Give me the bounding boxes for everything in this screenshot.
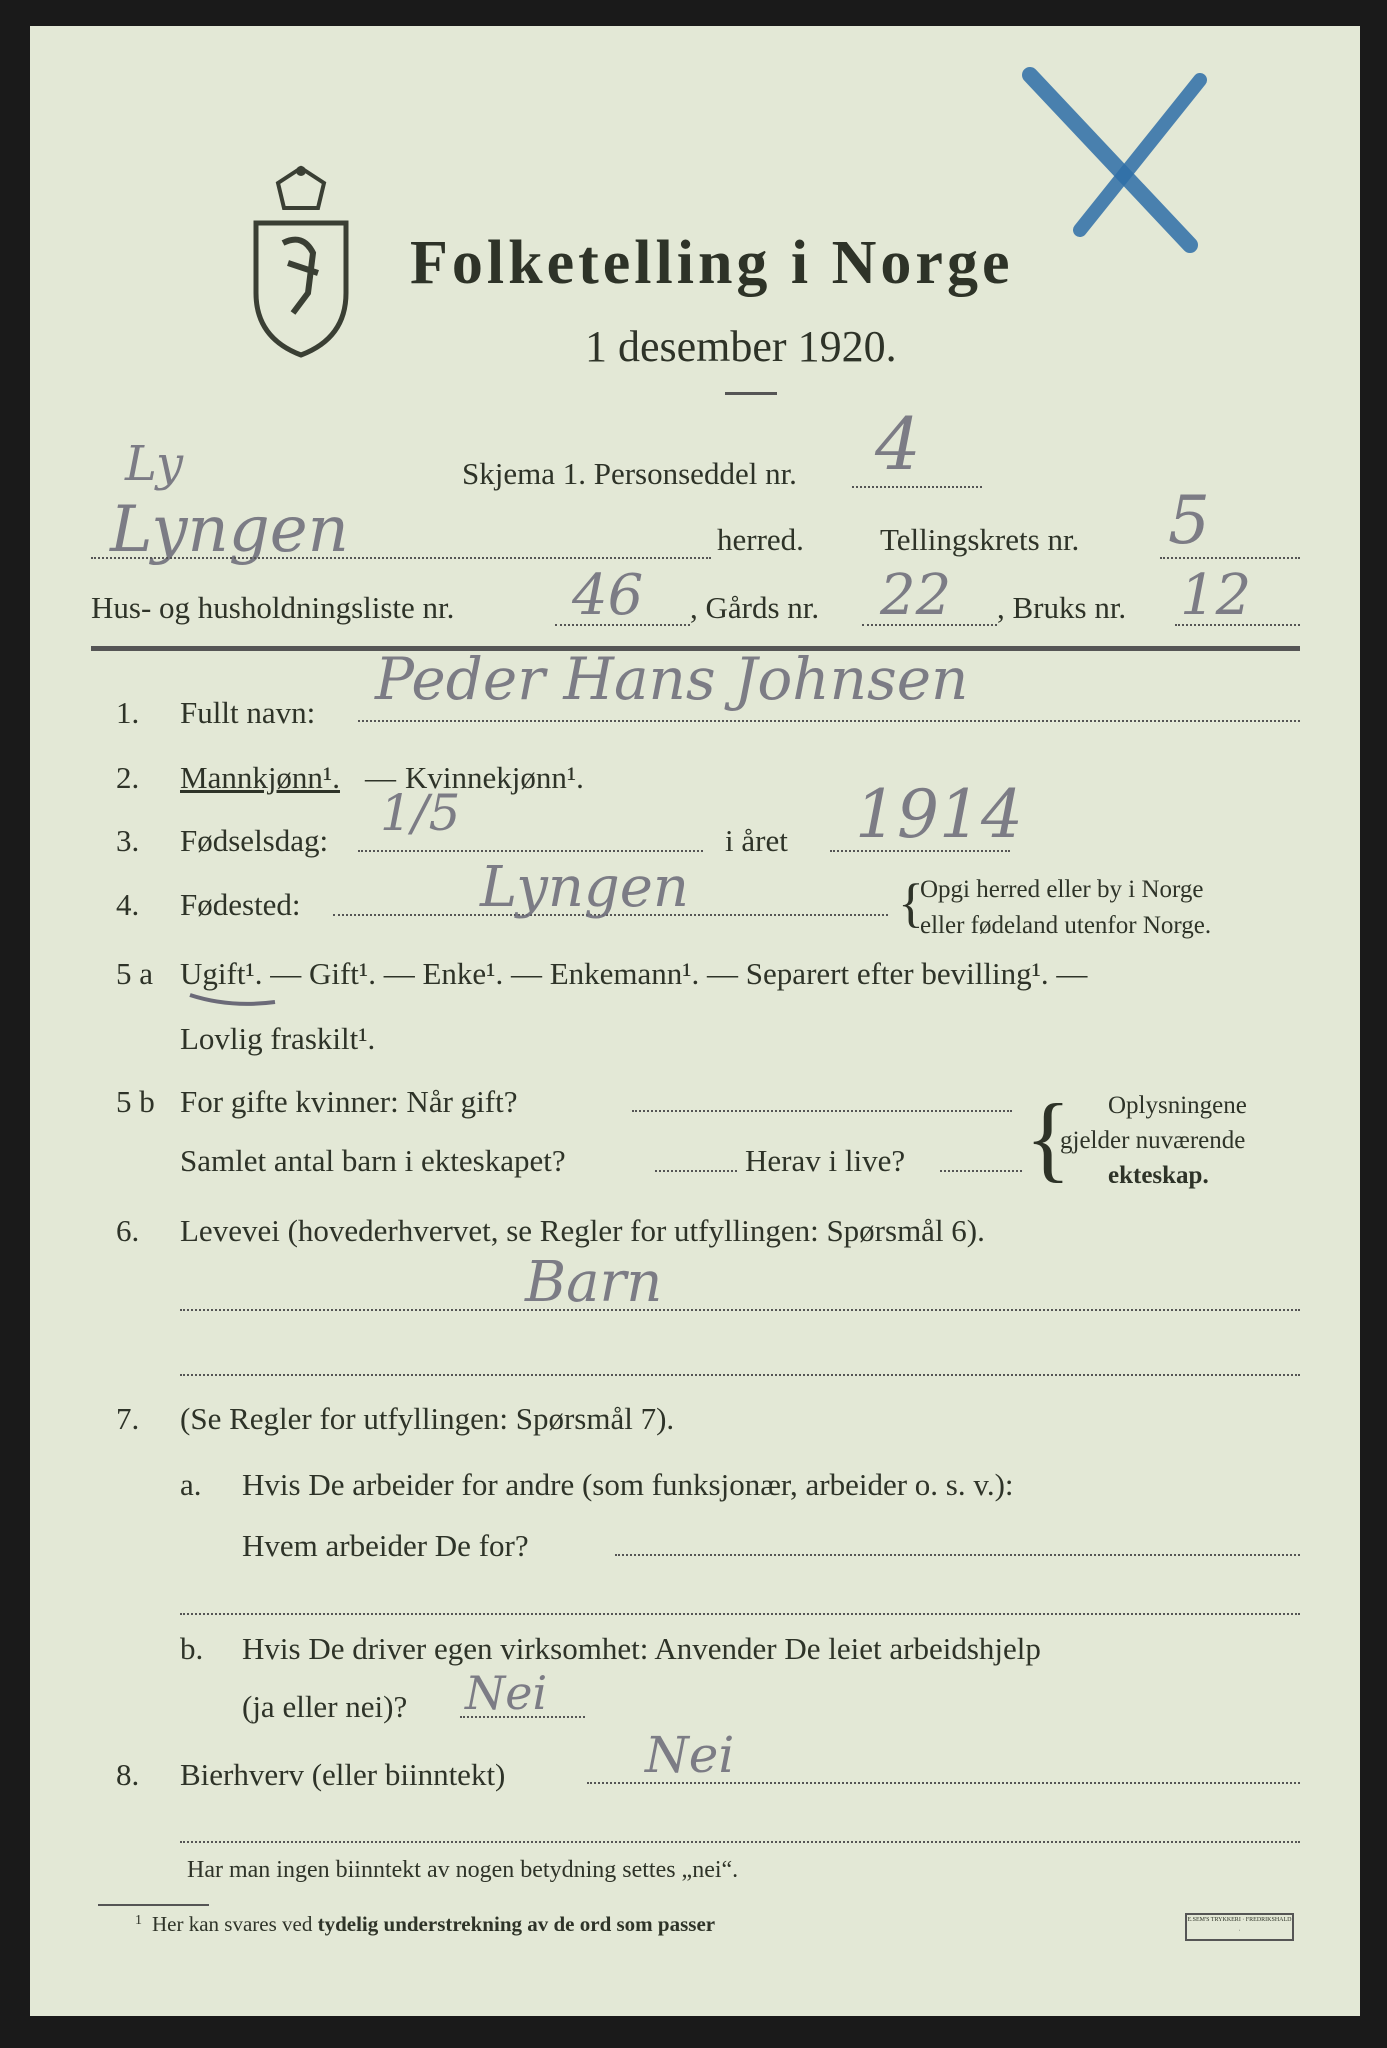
separator: —: [365, 760, 396, 795]
birthplace-value[interactable]: Lyngen: [480, 855, 689, 920]
alive-label: Herav i live?: [745, 1143, 906, 1178]
birth-year-value[interactable]: 1914: [855, 776, 1023, 853]
brace: {: [898, 873, 924, 933]
q6-number: 6.: [116, 1213, 140, 1248]
leader: [358, 850, 703, 852]
q5b-number: 5 b: [116, 1084, 155, 1119]
q2-number: 2.: [116, 760, 140, 795]
q4-label: Fødested:: [180, 887, 301, 922]
q7b-number: b.: [180, 1631, 204, 1666]
brace: {: [1025, 1084, 1072, 1191]
q7-label: (Se Regler for utfyllingen: Spørsmål 7).: [180, 1401, 675, 1436]
q3-label: Fødselsdag:: [180, 823, 329, 858]
leader: [180, 1613, 1300, 1615]
employer-label: Hvem arbeider De for?: [242, 1528, 529, 1563]
marriage-note: ekteskap.: [1108, 1162, 1209, 1189]
gards-label: , Gårds nr.: [690, 590, 820, 625]
leader: [180, 1374, 1300, 1376]
q1-label: Fullt navn:: [180, 695, 316, 730]
gards-number[interactable]: 22: [880, 563, 952, 628]
leader: [632, 1110, 1012, 1112]
blue-cross-mark: [1010, 65, 1220, 265]
full-name-value[interactable]: Peder Hans Johnsen: [375, 645, 969, 713]
birthday-value[interactable]: 1/5: [380, 784, 461, 842]
coat-of-arms-icon: [248, 163, 354, 359]
leader: [358, 720, 1300, 722]
year-label: i året: [725, 823, 788, 858]
occupation-value[interactable]: Barn: [525, 1250, 663, 1315]
census-date: 1 desember 1920.: [585, 322, 897, 371]
tellingskrets-number[interactable]: 5: [1168, 482, 1210, 559]
pencil-underline-mark: [185, 990, 285, 1010]
footnote-rule: [98, 1904, 209, 1906]
husholdningsliste-number[interactable]: 46: [572, 563, 644, 628]
leader: [940, 1170, 1022, 1172]
q7a-label: Hvis De arbeider for andre (som funksjonær, arbeider o. s. v.):: [242, 1467, 1014, 1502]
q5a-number: 5 a: [116, 956, 154, 991]
hired-help-label: (ja eller nei)?: [242, 1689, 408, 1724]
q4-number: 4.: [116, 887, 140, 922]
q1-number: 1.: [116, 695, 140, 730]
gender-male-option[interactable]: Mannkjønn¹.: [180, 760, 340, 795]
marriage-note: Oplysningene: [1108, 1092, 1247, 1119]
herred-correction: Ly: [125, 436, 184, 492]
printer-stamp-text: E.SEM'S TRYKKERI · FREDRIKSHALD ·: [1187, 1917, 1292, 1934]
hired-help-value[interactable]: Nei: [465, 1666, 548, 1720]
q7b-label: Hvis De driver egen virksomhet: Anvender De leiet arbeidshjelp: [242, 1631, 1041, 1666]
q6-label: Levevei (hovederhvervet, se Regler for utfyllingen: Spørsmål 6).: [180, 1213, 985, 1248]
marital-status-options[interactable]: Ugift¹. — Gift¹. — Enke¹. — Enkemann¹. — Separert efter bevilling¹. —: [180, 956, 1088, 991]
bruks-label: , Bruks nr.: [997, 590, 1127, 625]
leader: [852, 486, 982, 488]
q8-number: 8.: [116, 1757, 140, 1792]
footnote-mark: 1: [135, 1913, 142, 1928]
leader: [180, 1841, 1300, 1843]
q5b-label: For gifte kvinner: Når gift?: [180, 1084, 518, 1119]
children-label: Samlet antal barn i ekteskapet?: [180, 1143, 566, 1178]
gender-female-option[interactable]: Kvinnekjønn¹.: [405, 760, 584, 795]
personseddel-number[interactable]: 4: [875, 402, 921, 486]
husholdningsliste-label: Hus- og husholdningsliste nr.: [91, 590, 455, 625]
marriage-note: gjelder nuværende: [1060, 1127, 1246, 1154]
leader: [180, 1309, 1300, 1311]
form-title: Folketelling i Norge: [410, 229, 1014, 297]
leader: [655, 1170, 737, 1172]
leader: [91, 557, 711, 559]
divider: [725, 392, 777, 395]
herred-value[interactable]: Lyngen: [110, 493, 349, 567]
tellingskrets-label: Tellingskrets nr.: [880, 522, 1080, 557]
marital-status-option-divorced[interactable]: Lovlig fraskilt¹.: [180, 1021, 376, 1056]
side-income-note: Har man ingen biinntekt av nogen betydning settes „nei“.: [187, 1857, 739, 1883]
printer-stamp: [1185, 1913, 1294, 1941]
skjema-label: Skjema 1. Personseddel nr.: [462, 456, 797, 491]
footnote: [135, 1914, 715, 1935]
footnote-bold-text: tydelig understrekning av de ord som passer: [317, 1912, 716, 1936]
q3-number: 3.: [116, 823, 140, 858]
q7-number: 7.: [116, 1401, 140, 1436]
birthplace-note: Opgi herred eller by i Norge: [920, 876, 1204, 903]
bruks-number[interactable]: 12: [1180, 563, 1252, 628]
q8-label: Bierhverv (eller biinntekt): [180, 1757, 506, 1792]
leader: [615, 1554, 1300, 1556]
birthplace-note: eller fødeland utenfor Norge.: [920, 912, 1212, 939]
footnote-text: Her kan svares ved: [152, 1912, 318, 1936]
side-income-value[interactable]: Nei: [645, 1726, 735, 1784]
herred-label: herred.: [717, 522, 804, 557]
q7a-number: a.: [180, 1467, 202, 1502]
